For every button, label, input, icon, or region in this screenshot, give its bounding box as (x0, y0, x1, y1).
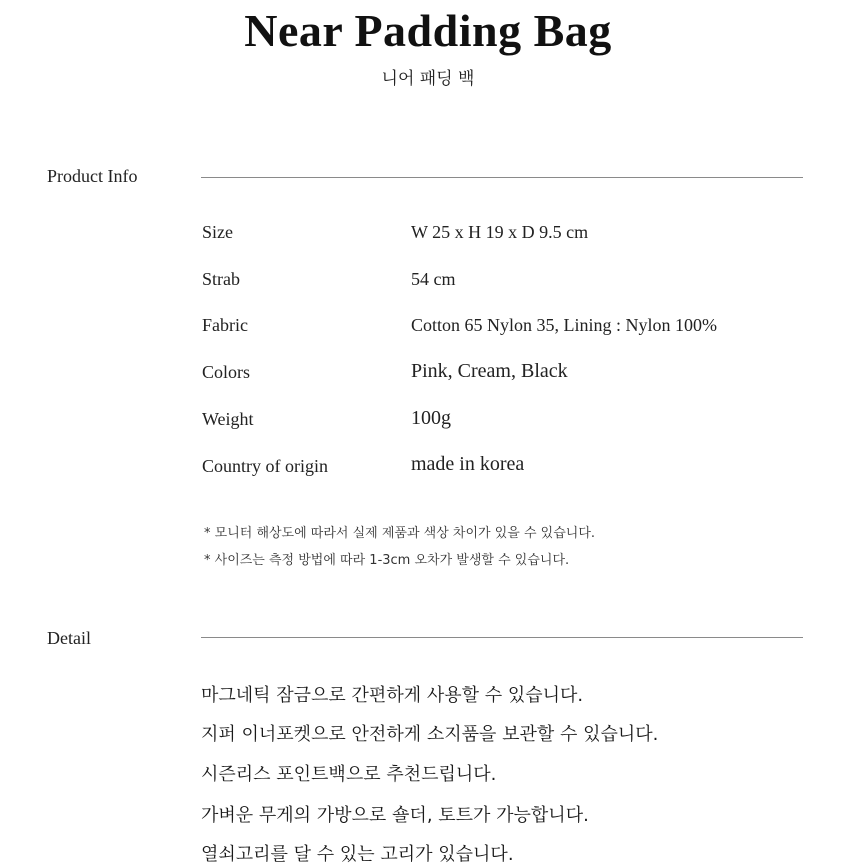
spec-value: W 25 x H 19 x D 9.5 cm (411, 222, 589, 242)
section-divider (201, 637, 803, 638)
spec-value: Pink, Cream, Black (411, 360, 568, 382)
spec-value: made in korea (411, 453, 525, 475)
detail-line: 지퍼 이너포켓으로 안전하게 소지품을 보관할 수 있습니다. (201, 724, 659, 745)
spec-row-weight (0, 408, 856, 438)
spec-row-fabric (0, 315, 856, 345)
spec-label: Strab (202, 269, 240, 289)
spec-label: Fabric (202, 315, 248, 335)
detail-line: 가벼운 무게의 가방으로 숄더, 토트가 가능합니다. (201, 805, 589, 826)
spec-row-size (0, 222, 856, 252)
detail-line: 시즌리스 포인트백으로 추천드립니다. (201, 764, 497, 785)
section-label-product-info: Product Info (47, 166, 138, 186)
section-divider (201, 177, 803, 178)
detail-line: 열쇠고리를 달 수 있는 고리가 있습니다. (201, 844, 514, 865)
disclaimer-note: * 사이즈는 측정 방법에 따라 1-3cm 오차가 발생할 수 있습니다. (204, 553, 570, 568)
product-subtitle: 니어 패딩 백 (381, 69, 475, 89)
spec-row-strap (0, 269, 856, 299)
section-label-detail: Detail (47, 628, 91, 648)
spec-label: Country of origin (202, 456, 328, 476)
spec-row-colors (0, 361, 856, 391)
detail-line: 마그네틱 잠금으로 간편하게 사용할 수 있습니다. (201, 685, 584, 706)
disclaimer-note: * 모니터 해상도에 따라서 실제 제품과 색상 차이가 있을 수 있습니다. (204, 526, 596, 541)
spec-label: Colors (202, 362, 251, 382)
product-title: Near Padding Bag (244, 5, 612, 56)
spec-label: Size (202, 222, 233, 242)
spec-label: Weight (202, 409, 254, 429)
spec-value: 54 cm (411, 269, 456, 289)
spec-value: Cotton 65 Nylon 35, Lining : Nylon 100% (411, 315, 717, 335)
spec-value: 100g (411, 407, 451, 429)
spec-row-country (0, 454, 856, 484)
